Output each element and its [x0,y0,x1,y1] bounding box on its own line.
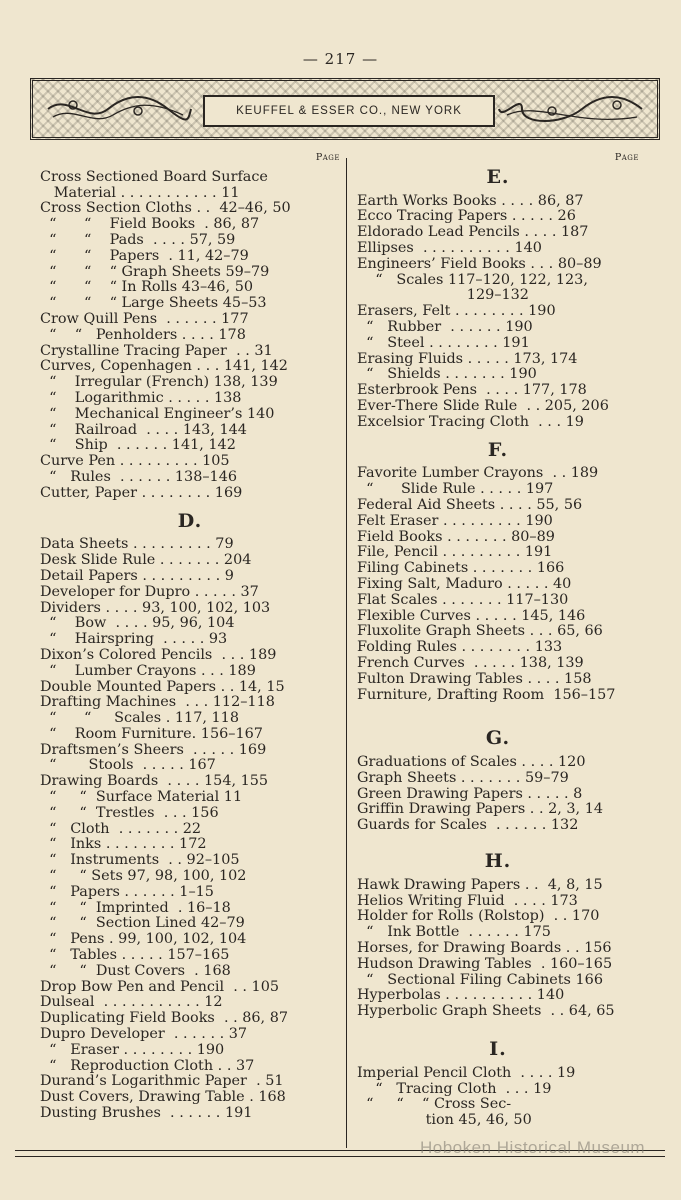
index-entry: Dupro Developer . . . . . . 37 [40,1027,248,1043]
index-entry: Field Books . . . . . . . 80–89 [357,529,555,545]
section-heading-d: D. [177,509,203,532]
index-entry: “ Bow . . . . 95, 96, 104 [40,616,235,632]
index-entry: 129–132 [357,288,529,304]
index-entry: “ “ “ Cross Sec- [357,1097,512,1113]
index-entry: Drawing Boards . . . . 154, 155 [40,774,269,790]
section-heading-h: H. [484,850,512,873]
index-entry: Engineers’ Field Books . . . 80–89 [357,256,602,272]
index-entry: Detail Papers . . . . . . . . . 9 [40,568,234,584]
entries-i [357,1066,639,1129]
index-entry: Ellipses . . . . . . . . . . 140 [357,240,542,256]
index-entry: Federal Aid Sheets . . . . 55, 56 [357,497,583,513]
index-entry: Cross Sectioned Board Surface [40,169,268,185]
index-entry: Favorite Lumber Crayons . . 189 [357,466,599,482]
index-entry: Furniture, Drafting Room 156–157 [357,687,616,703]
index-entry: “ Inks . . . . . . . . 172 [40,837,207,853]
index-entry: Felt Eraser . . . . . . . . . 190 [357,513,553,529]
index-entry: “ Cloth . . . . . . . 22 [40,821,202,837]
index-entry: Hyperbolas . . . . . . . . . . 140 [357,988,565,1004]
index-entry: “ Shields . . . . . . . 190 [357,367,537,383]
index-entry: Durand’s Logarithmic Paper . 51 [40,1074,284,1090]
index-entry: Fulton Drawing Tables . . . . 158 [357,671,592,687]
entries-e [357,194,639,431]
index-entry: Ecco Tracing Papers . . . . . 26 [357,209,576,225]
index-entry: “ “ Papers . 11, 42–79 [40,248,249,264]
index-entry: “ “ Penholders . . . . 178 [40,327,246,343]
index-entry: Imperial Pencil Cloth . . . . 19 [357,1065,576,1081]
index-entry: Horses, for Drawing Boards . . 156 [357,941,612,957]
index-entry: “ Mechanical Engineer’s 140 [40,406,275,422]
index-entry: “ Steel . . . . . . . . 191 [357,335,530,351]
index-entry: Holder for Rolls (Rolstop) . . 170 [357,909,600,925]
index-entry: “ Logarithmic . . . . . 138 [40,390,242,406]
index-entry: “ Irregular (French) 138, 139 [40,375,278,391]
index-entry: “ Railroad . . . . 143, 144 [40,422,247,438]
index-entry: “ “ “ Large Sheets 45–53 [40,296,267,312]
index-entry: Hyperbolic Graph Sheets . . 64, 65 [357,1004,615,1020]
index-entry: Green Drawing Papers . . . . . 8 [357,786,583,802]
column-divider [346,158,347,1148]
section-heading-e: E. [486,165,510,188]
index-entry: Excelsior Tracing Cloth . . . 19 [357,414,584,430]
scroll-ornament-icon [497,91,647,127]
index-entry: tion 45, 46, 50 [357,1113,532,1129]
entries-f [357,466,639,703]
index-entry: “ Hairspring . . . . . 93 [40,632,228,648]
index-entry: “ Stools . . . . . 167 [40,758,216,774]
index-entry: Griffin Drawing Papers . . 2, 3, 14 [357,802,604,818]
index-entry: “ Reproduction Cloth . . 37 [40,1058,255,1074]
index-entry: “ Ink Bottle . . . . . . 175 [357,925,551,941]
index-column-left [40,150,340,1122]
section-heading-g: G. [485,727,511,750]
index-entry: “ Slide Rule . . . . . 197 [357,482,554,498]
index-entry: “ “ Section Lined 42–79 [40,916,245,932]
scroll-ornament-icon [43,91,193,127]
index-entry: Dixon’s Colored Pencils . . . 189 [40,647,277,663]
index-entry: “ “ Imprinted . 16–18 [40,900,231,916]
index-entry: Dusting Brushes . . . . . . 191 [40,1106,253,1122]
index-entry: Dulseal . . . . . . . . . . . 12 [40,995,223,1011]
index-entry: “ “ Surface Material 11 [40,790,243,806]
section-heading-f: F. [487,438,509,461]
index-entry: Crystalline Tracing Paper . . 31 [40,343,273,359]
index-entry: Fluxolite Graph Sheets . . . 65, 66 [357,624,603,640]
index-entry: “ “ Scales . 117, 118 [40,711,239,727]
index-entry: Cross Section Cloths . . 42–46, 50 [40,201,291,217]
index-entry: Duplicating Field Books . . 86, 87 [40,1011,289,1027]
index-entry: “ Sectional Filing Cabinets 166 [357,972,603,988]
index-entry: “ Scales 117–120, 122, 123, [357,272,588,288]
index-entry: Drop Bow Pen and Pencil . . 105 [40,979,280,995]
entries-h [357,878,639,1020]
index-entry: “ “ Sets 97, 98, 100, 102 [40,869,247,885]
index-entry: Flexible Curves . . . . . 145, 146 [357,608,586,624]
index-entry: “ Pens . 99, 100, 102, 104 [40,932,247,948]
index-entry: “ Lumber Crayons . . . 189 [40,663,256,679]
index-entry: “ Tracing Cloth . . . 19 [357,1081,552,1097]
index-entry: Graph Sheets . . . . . . . 59–79 [357,770,569,786]
index-entry: Graduations of Scales . . . . 120 [357,755,586,771]
index-entry: “ Papers . . . . . . 1–15 [40,884,214,900]
index-column-right [357,150,639,1129]
index-entry: Drafting Machines . . . 112–118 [40,695,275,711]
index-entry: Esterbrook Pens . . . . 177, 178 [357,383,587,399]
index-entry: File, Pencil . . . . . . . . . 191 [357,545,553,561]
index-entry: Eldorado Lead Pencils . . . . 187 [357,225,589,241]
index-entry: “ Rubber . . . . . . 190 [357,319,533,335]
index-entry: Developer for Dupro . . . . . 37 [40,584,259,600]
index-entry: “ “ Field Books . 86, 87 [40,217,260,233]
index-entry: Helios Writing Fluid . . . . 173 [357,893,578,909]
index-entry: “ Eraser . . . . . . . . 190 [40,1042,225,1058]
index-entry: French Curves . . . . . 138, 139 [357,655,584,671]
index-entry: Material . . . . . . . . . . . 11 [40,185,240,201]
index-entry: Dividers . . . . 93, 100, 102, 103 [40,600,271,616]
index-entry: Draftsmen’s Sheers . . . . . 169 [40,742,267,758]
index-entry: Curve Pen . . . . . . . . . 105 [40,454,230,470]
page-column-label: Page [614,152,639,163]
index-entry: “ “ “ In Rolls 43–46, 50 [40,280,254,296]
index-entry: Double Mounted Papers . . 14, 15 [40,679,285,695]
index-entry: Curves, Copenhagen . . . 141, 142 [40,359,288,375]
watermark: Hoboken Historical Museum [420,1138,646,1157]
index-entry: “ Ship . . . . . . 141, 142 [40,438,236,454]
section-heading-i: I. [489,1038,507,1061]
index-entry: Dust Covers, Drawing Table . 168 [40,1090,286,1106]
banner-label: KEUFFEL & ESSER CO., NEW YORK [203,95,495,127]
entries-d [40,537,340,1121]
index-entry: Folding Rules . . . . . . . . 133 [357,640,563,656]
index-entry: Crow Quill Pens . . . . . . 177 [40,311,249,327]
index-entry: Hawk Drawing Papers . . 4, 8, 15 [357,877,603,893]
index-entry: Hudson Drawing Tables . 160–165 [357,956,613,972]
entries-c [40,170,340,502]
page-number: — 217 — [302,50,379,68]
entries-g [357,755,639,834]
page-column-label: Page [315,152,340,163]
index-entry: Flat Scales . . . . . . . 117–130 [357,592,569,608]
index-entry: Erasing Fluids . . . . . 173, 174 [357,351,578,367]
index-entry: “ “ “ Graph Sheets 59–79 [40,264,270,280]
index-entry: Data Sheets . . . . . . . . . 79 [40,537,234,553]
index-entry: Desk Slide Rule . . . . . . . 204 [40,553,252,569]
index-entry: Cutter, Paper . . . . . . . . 169 [40,485,243,501]
publisher-banner [30,78,660,140]
index-entry: “ Rules . . . . . . 138–146 [40,469,238,485]
index-entry: Guards for Scales . . . . . . 132 [357,818,579,834]
index-entry: “ Room Furniture. 156–167 [40,726,263,742]
index-entry: “ Instruments . . 92–105 [40,853,240,869]
index-entry: Filing Cabinets . . . . . . . 166 [357,561,565,577]
index-entry: Earth Works Books . . . . 86, 87 [357,193,584,209]
index-entry: “ “ Pads . . . . 57, 59 [40,232,236,248]
index-entry: “ “ Dust Covers . 168 [40,963,231,979]
index-entry: “ Tables . . . . . 157–165 [40,948,230,964]
index-entry: Erasers, Felt . . . . . . . . 190 [357,304,556,320]
index-entry: “ “ Trestles . . . 156 [40,805,219,821]
index-entry: Fixing Salt, Maduro . . . . . 40 [357,576,572,592]
index-entry: Ever-There Slide Rule . . 205, 206 [357,398,609,414]
